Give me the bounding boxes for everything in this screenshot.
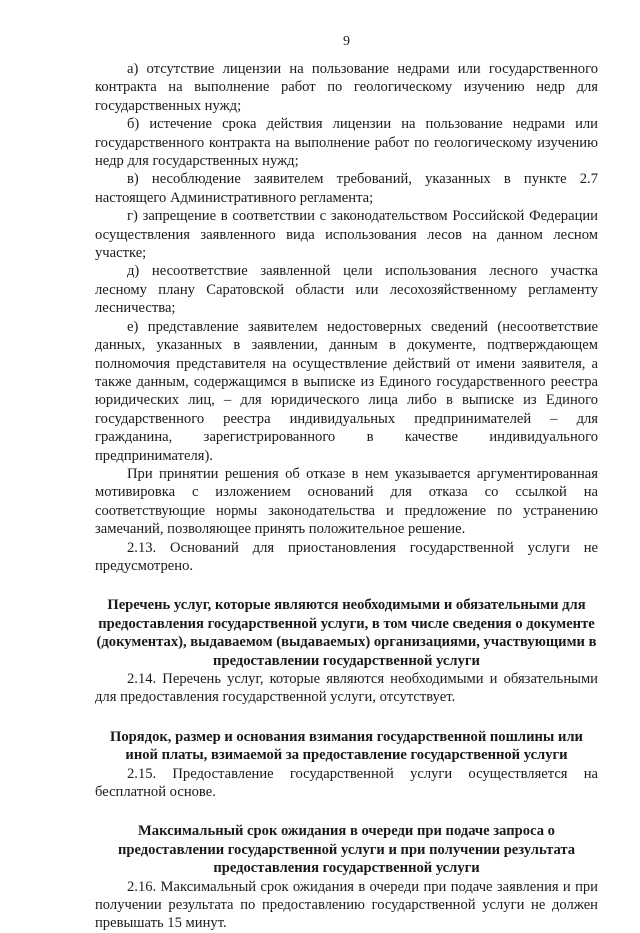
paragraph-8: 2.13. Оснований для приостановления государственной услуги не предусмотрено. (95, 539, 598, 574)
page-number: 9 (343, 34, 350, 49)
paragraph-5: д) несоответствие заявленной цели использования лесного участка лесному плану Саратовской области или лесохозяйственному регламенту лесничества; (95, 263, 598, 317)
section-heading-2: Порядок, размер и основания взимания государственной пошлины или иной платы, взимаемой за предоставление государственной услуги (110, 728, 583, 764)
paragraph-11: 2.16. Максимальный срок ожидания в очереди при подаче заявления и при получении результата по предоставлению государственной услуги не должен превышать 15 минут. (95, 878, 598, 932)
section-spacer (95, 575, 598, 596)
paragraph-10: 2.15. Предоставление государственной услуги осуществляется на бесплатной основе. (95, 765, 598, 801)
section-spacer (95, 707, 598, 728)
document-page (95, 0, 598, 932)
document-body (95, 60, 598, 933)
paragraph-1: а) отсутствие лицензии на пользование недрами или государственного контракта на выполнение работ по геологическому изучению недр для государственных нужд; (95, 61, 598, 114)
paragraph-3: в) несоблюдение заявителем требований, указанных в пункте 2.7 настоящего Административного регламента; (95, 171, 598, 206)
paragraph-7: При принятии решения об отказе в нем указывается аргументированная мотивировка с изложением оснований для отказа со ссылкой на соответствующие нормы законодательства и предложение по устранению замечаний, позволяющее принять положительное решение. (95, 465, 598, 538)
paragraph-6: е) представление заявителем недостоверных сведений (несоответствие данных, указанных в заявлении, данным в документе, подтверждающем полномочия представителя на осуществление действий от имени заявителя, а также данным, содержащимся в выписке из Единого государственного реестра юридических лиц, – для юридического лица либо в выписке из Единого государственного реестра индивидуальных предпринимателей – для гражданина, зарегистрированного в качестве индивидуального предпринимателя). (95, 318, 598, 464)
paragraph-9: 2.14. Перечень услуг, которые являются необходимыми и обязательными для предоставления государственной услуги, отсутствует. (95, 671, 598, 706)
section-heading-1: Перечень услуг, которые являются необходимыми и обязательными для предоставления государственной услуги, в том числе сведения о документе (документах), выдаваемом (выдаваемых) организациями, участвующими в предоставлении государственной услуги (96, 597, 597, 669)
section-heading-3: Максимальный срок ожидания в очереди при подаче запроса о предоставлении государственной услуги и при получении результата предоставления государственной услуги (117, 823, 576, 877)
paragraph-4: г) запрещение в соответствии с законодательством Российской Федерации осуществления заявленного вида использования лесов на данном лесном участке; (95, 208, 598, 262)
section-spacer (95, 801, 598, 822)
paragraph-2: б) истечение срока действия лицензии на пользование недрами или государственного контракта на выполнение работ по геологическому изучению недр для государственных нужд; (95, 116, 598, 170)
